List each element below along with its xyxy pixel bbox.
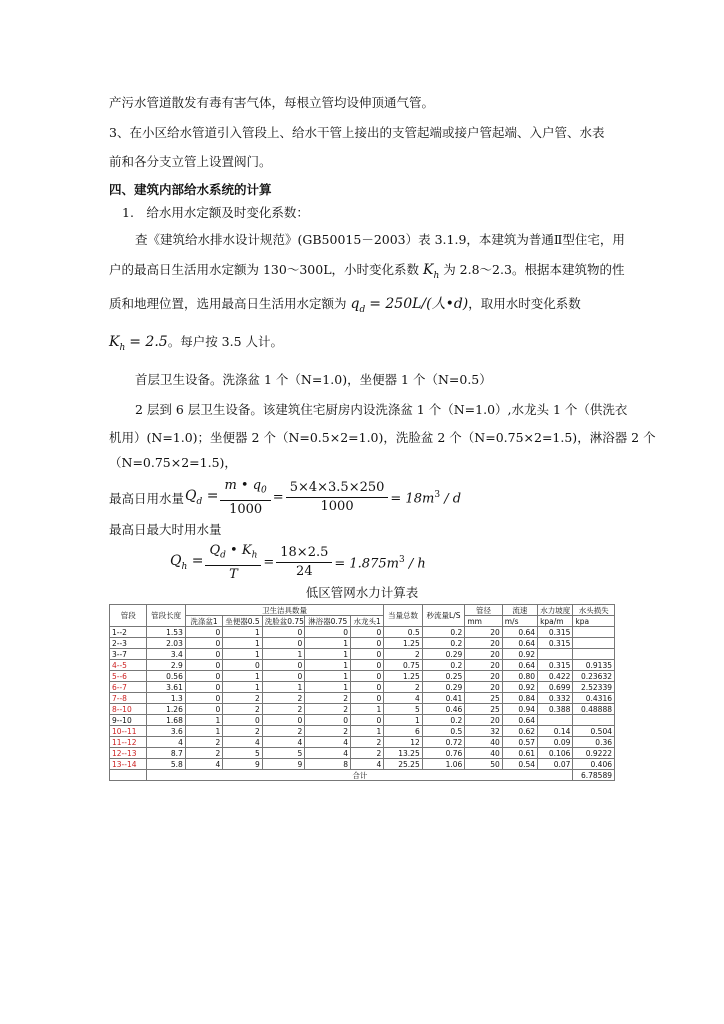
- fraction-values: [276, 545, 332, 580]
- cell-loss: 2.52339: [573, 682, 615, 693]
- table-body: [110, 627, 615, 770]
- cell-dia: 25: [465, 704, 502, 715]
- cell-segment: 9--10: [110, 715, 147, 726]
- cell-f3: 5: [262, 748, 305, 759]
- cell-eq: 6: [384, 726, 422, 737]
- fraction-denominator: 24: [296, 564, 313, 580]
- kh-equation: = 2.5: [129, 334, 168, 350]
- text-segment: 。每户按 3.5 人计。: [167, 334, 284, 349]
- cell-segment: 7--8: [110, 693, 147, 704]
- cell-f5: 0: [351, 627, 384, 638]
- cell-slope: 0.422: [538, 671, 573, 682]
- table-row: [110, 638, 615, 649]
- cell-slope: 0.14: [538, 726, 573, 737]
- cell-segment: 6--7: [110, 682, 147, 693]
- fraction-formula: $\frac{Q_d • K_h}{T}$: [205, 543, 261, 583]
- cell-f4: 1: [305, 682, 351, 693]
- header-length: 管段长度: [147, 605, 185, 627]
- cell-f5: 0: [351, 660, 384, 671]
- result-value: = 18m: [390, 490, 435, 506]
- header-fixture-basin: 洗脸盆0.75: [262, 616, 305, 627]
- cell-loss: [573, 715, 615, 726]
- cell-segment: 5--6: [110, 671, 147, 682]
- table-title: 低区管网水力计算表: [305, 585, 419, 600]
- cell-slope: [538, 649, 573, 660]
- cell-flow: 0.72: [422, 737, 465, 748]
- cell-slope: 0.106: [538, 748, 573, 759]
- cell-f3: 0: [262, 671, 305, 682]
- paragraph-valves-line1: 3、在小区给水管道引入管段上、给水干管上接出的支管起端或接户管起端、入户管、水表: [109, 125, 605, 140]
- cell-f4: 8: [305, 759, 351, 770]
- paragraph-ground-floor: 首层卫生设备。洗涤盆 1 个（N=1.0)，坐便器 1 个（N=0.5）: [135, 372, 492, 387]
- cell-len: 3.6: [147, 726, 185, 737]
- header-loss: 水头损失: [573, 605, 615, 616]
- total-label: 合计: [147, 770, 573, 781]
- header-fixture-toilet: 坐便器0.5: [223, 616, 262, 627]
- cell-flow: 0.76: [422, 748, 465, 759]
- cell-f3: 2: [262, 693, 305, 704]
- cell-vel: 0.64: [502, 660, 537, 671]
- cell-f4: 1: [305, 649, 351, 660]
- cell-f2: 1: [223, 638, 262, 649]
- cell-f1: 1: [185, 726, 222, 737]
- cell-dia: 20: [465, 638, 502, 649]
- cell-f1: 4: [185, 759, 222, 770]
- table-row: [110, 649, 615, 660]
- cell-segment: 10--11: [110, 726, 147, 737]
- cell-segment: 11--12: [110, 737, 147, 748]
- paragraph-upper-floors-line2: 机用）(N=1.0)；坐便器 2 个（N=0.5×2=1.0)，洗脸盆 2 个（N=0.75×2=1.5)，淋浴器 2 个: [109, 430, 656, 445]
- cell-f1: 0: [185, 638, 222, 649]
- cell-f2: 1: [223, 649, 262, 660]
- cell-loss: 0.504: [573, 726, 615, 737]
- cell-f1: 0: [185, 671, 222, 682]
- cell-loss: [573, 649, 615, 660]
- table-total-row: [110, 770, 615, 781]
- cell-f2: 2: [223, 726, 262, 737]
- cell-flow: 0.2: [422, 627, 465, 638]
- cell-f1: 0: [185, 704, 222, 715]
- kh-symbol: $K_h$: [422, 262, 440, 281]
- cell-f1: 0: [185, 660, 222, 671]
- cell-dia: 20: [465, 671, 502, 682]
- cell-vel: 0.84: [502, 693, 537, 704]
- cell-slope: 0.315: [538, 660, 573, 671]
- cell-dia: 32: [465, 726, 502, 737]
- table-row: [110, 693, 615, 704]
- cell-f5: 2: [351, 737, 384, 748]
- cell-f2: 1: [223, 671, 262, 682]
- text-segment: 户的最高日生活用水定额为 130～300L，小时变化系数: [109, 262, 423, 277]
- cell-f5: 0: [351, 693, 384, 704]
- cell-eq: 1.25: [384, 671, 422, 682]
- cell-f5: 2: [351, 748, 384, 759]
- paragraph-ventilation: 产污水管道散发有毒有害气体，每根立管均设伸顶通气管。: [109, 95, 435, 110]
- cell-loss: 0.4316: [573, 693, 615, 704]
- paragraph-upper-floors-line1: 2 层到 6 层卫生设备。该建筑住宅厨房内设洗涤盆 1 个（N=1.0）,水龙头 1 个（供洗衣: [135, 402, 628, 417]
- header-slope: 水力坡度: [538, 605, 573, 616]
- result-unit: / h: [408, 555, 426, 571]
- cell-f4: 4: [305, 737, 351, 748]
- cell-slope: 0.332: [538, 693, 573, 704]
- cell-eq: 2: [384, 649, 422, 660]
- cell-vel: 0.64: [502, 638, 537, 649]
- cell-eq: 4: [384, 693, 422, 704]
- cell-f5: 1: [351, 704, 384, 715]
- table-row: [110, 726, 615, 737]
- cell-eq: 5: [384, 704, 422, 715]
- cell-f1: 0: [185, 627, 222, 638]
- cell-len: 4: [147, 737, 185, 748]
- fraction-numerator: m • q: [224, 478, 262, 493]
- cell-loss: [573, 638, 615, 649]
- cell-loss: 0.9222: [573, 748, 615, 759]
- cell-vel: 0.54: [502, 759, 537, 770]
- cell-f5: 0: [351, 682, 384, 693]
- paragraph-valves-line2: 前和各分支立管上设置阀门。: [109, 154, 272, 169]
- cell-len: 0.56: [147, 671, 185, 682]
- unit-velocity: m/s: [502, 616, 537, 627]
- cell-slope: [538, 715, 573, 726]
- paragraph-quota-line4: [109, 334, 283, 356]
- table-row: [110, 627, 615, 638]
- cell-f3: 2: [262, 726, 305, 737]
- cell-dia: 20: [465, 715, 502, 726]
- cell-vel: 0.64: [502, 715, 537, 726]
- cell-dia: 40: [465, 748, 502, 759]
- cell-dia: 25: [465, 693, 502, 704]
- cell-f5: 0: [351, 671, 384, 682]
- text-segment: ，取用水时变化系数: [468, 296, 581, 311]
- cell-loss: 0.406: [573, 759, 615, 770]
- cell-f4: 1: [305, 660, 351, 671]
- cell-f1: 2: [185, 748, 222, 759]
- cell-loss: [573, 627, 615, 638]
- header-fixture-shower: 淋浴器0.75: [305, 616, 351, 627]
- cell-len: 2.03: [147, 638, 185, 649]
- header-flow: 秒流量L/S: [422, 605, 465, 627]
- cell-f2: 1: [223, 627, 262, 638]
- subsection-heading: 1. 给水用水定额及时变化系数：: [122, 205, 309, 220]
- unit-loss: kpa: [573, 616, 615, 627]
- cell-dia: 20: [465, 682, 502, 693]
- equation-daily-water: 最高日用水量 $Q_d$ = $\frac{m • q_0}{1000}$ = $\frac{5\times 4\times 3.5\times 250}{1000}$ = $18m^3$ / d: [109, 478, 462, 517]
- cell-eq: 1.25: [384, 638, 422, 649]
- cell-flow: 0.5: [422, 726, 465, 737]
- cell-len: 8.7: [147, 748, 185, 759]
- cell-eq: 2: [384, 682, 422, 693]
- qd-result: = $18m^3$ / d: [390, 489, 462, 506]
- table-row: [110, 748, 615, 759]
- cell-eq: 25.25: [384, 759, 422, 770]
- cell-f4: 0: [305, 627, 351, 638]
- cell-f3: 1: [262, 682, 305, 693]
- header-diameter: 管径: [465, 605, 502, 616]
- cell-f3: 0: [262, 660, 305, 671]
- cell-flow: 0.2: [422, 715, 465, 726]
- cell-vel: 0.64: [502, 627, 537, 638]
- cell-vel: 0.80: [502, 671, 537, 682]
- cell-f3: 9: [262, 759, 305, 770]
- cell-segment: 2--3: [110, 638, 147, 649]
- cell-flow: 0.25: [422, 671, 465, 682]
- cell-segment: 3--7: [110, 649, 147, 660]
- cell-segment: 12--13: [110, 748, 147, 759]
- qh-lhs: $Q_h$ =: [170, 553, 204, 573]
- cell-vel: 0.62: [502, 726, 537, 737]
- cell-loss: 0.23632: [573, 671, 615, 682]
- cell-f5: 0: [351, 715, 384, 726]
- paragraph-quota-line2: [109, 262, 624, 284]
- cell-vel: 0.61: [502, 748, 537, 759]
- table-row: [110, 671, 615, 682]
- cell-f3: 2: [262, 704, 305, 715]
- fraction-values: [286, 480, 389, 515]
- cell-len: 5.8: [147, 759, 185, 770]
- text-segment: 质和地理位置，选用最高日生活用水定额为: [109, 296, 351, 311]
- cell-f4: 0: [305, 715, 351, 726]
- cell-f4: 2: [305, 704, 351, 715]
- fraction-numerator: 18×2.5: [276, 545, 332, 563]
- qh-result: = $1.875m^3$ / h: [334, 554, 426, 571]
- text-segment: 为 2.8～2.3。根据本建筑物的性: [439, 262, 625, 277]
- cell-len: 1.3: [147, 693, 185, 704]
- cell-f3: 4: [262, 737, 305, 748]
- cell-dia: 20: [465, 649, 502, 660]
- table-row: [110, 715, 615, 726]
- cell-dia: 20: [465, 660, 502, 671]
- cell-f1: 0: [185, 682, 222, 693]
- qd-symbol: $q_d$: [350, 296, 366, 315]
- cell-eq: 0.5: [384, 627, 422, 638]
- cell-segment: 1--2: [110, 627, 147, 638]
- fraction-denominator: T: [229, 566, 238, 582]
- cell-segment: 8--10: [110, 704, 147, 715]
- fraction-formula: $\frac{m • q_0}{1000}$: [220, 478, 270, 518]
- cell-dia: 40: [465, 737, 502, 748]
- cell-f5: 1: [351, 726, 384, 737]
- cell-flow: 0.2: [422, 638, 465, 649]
- table-row: [110, 737, 615, 748]
- cell-flow: 0.46: [422, 704, 465, 715]
- header-segment: 管段: [110, 605, 147, 627]
- cell-f3: 0: [262, 715, 305, 726]
- fraction-denominator: 1000: [229, 501, 263, 517]
- cell-segment: 4--5: [110, 660, 147, 671]
- header-fixtures: 卫生洁具数量: [185, 605, 383, 616]
- cell-flow: 0.29: [422, 649, 465, 660]
- cell-slope: 0.315: [538, 638, 573, 649]
- cell-slope: 0.315: [538, 627, 573, 638]
- cell-f2: 0: [223, 715, 262, 726]
- cell-loss: 0.48888: [573, 704, 615, 715]
- cell-f5: 0: [351, 649, 384, 660]
- cell-vel: 0.94: [502, 704, 537, 715]
- cell-flow: 0.2: [422, 660, 465, 671]
- cell-f5: 0: [351, 638, 384, 649]
- qd-lhs: $Q_d$ =: [185, 488, 219, 508]
- cell-vel: 0.57: [502, 737, 537, 748]
- cell-eq: 0.75: [384, 660, 422, 671]
- header-velocity: 流速: [502, 605, 537, 616]
- cell-len: 2.9: [147, 660, 185, 671]
- cell-slope: 0.699: [538, 682, 573, 693]
- cell-loss: 0.36: [573, 737, 615, 748]
- cell-f1: 0: [185, 693, 222, 704]
- cell-f2: 4: [223, 737, 262, 748]
- cell-eq: 1: [384, 715, 422, 726]
- fraction-numerator: Q: [209, 543, 221, 558]
- cell-vel: 0.92: [502, 649, 537, 660]
- cell-f1: 0: [185, 649, 222, 660]
- equation-label: 最高日用水量: [109, 490, 185, 506]
- cell-f1: 1: [185, 715, 222, 726]
- cell-f2: 2: [223, 693, 262, 704]
- cell-slope: 0.09: [538, 737, 573, 748]
- section-heading: 四、建筑内部给水系统的计算: [109, 182, 272, 197]
- cell-f4: 2: [305, 726, 351, 737]
- header-fixture-tap: 水龙头1: [351, 616, 384, 627]
- cell-slope: 0.388: [538, 704, 573, 715]
- cell-len: 1.26: [147, 704, 185, 715]
- cell-eq: 13.25: [384, 748, 422, 759]
- cell-f4: 4: [305, 748, 351, 759]
- cell-len: 3.4: [147, 649, 185, 660]
- hydraulic-calc-table: [109, 604, 615, 781]
- cell-flow: 1.06: [422, 759, 465, 770]
- cell-f4: 1: [305, 638, 351, 649]
- cell-f5: 4: [351, 759, 384, 770]
- total-value: 6.78589: [573, 770, 615, 781]
- cell-f3: 0: [262, 627, 305, 638]
- table-row: [110, 682, 615, 693]
- cell-slope: 0.07: [538, 759, 573, 770]
- cell-f3: 1: [262, 649, 305, 660]
- equation-label-hourly: 最高日最大时用水量: [109, 522, 222, 537]
- cell-len: 1.53: [147, 627, 185, 638]
- cell-f1: 2: [185, 737, 222, 748]
- paragraph-quota-line1: 查《建筑给水排水设计规范》(GB50015－2003）表 3.1.9，本建筑为普通Ⅱ型住宅，用: [135, 232, 625, 247]
- result-unit: / d: [444, 490, 462, 506]
- header-fixture-sink: 洗涤盆1: [185, 616, 222, 627]
- cell-f3: 0: [262, 638, 305, 649]
- header-equivalent: 当量总数: [384, 605, 422, 627]
- result-value: = 1.875m: [334, 555, 399, 571]
- cell-f2: 2: [223, 704, 262, 715]
- cell-dia: 50: [465, 759, 502, 770]
- paragraph-quota-line3: [109, 296, 581, 318]
- table-row: [110, 704, 615, 715]
- cell-len: 3.61: [147, 682, 185, 693]
- cell-f2: 5: [223, 748, 262, 759]
- cell-flow: 0.29: [422, 682, 465, 693]
- cell-loss: 0.9135: [573, 660, 615, 671]
- cell-segment: 13--14: [110, 759, 147, 770]
- table-row: [110, 759, 615, 770]
- cell-f2: 1: [223, 682, 262, 693]
- fraction-numerator: 5×4×3.5×250: [286, 480, 389, 498]
- table-row: [110, 660, 615, 671]
- cell-f4: 1: [305, 671, 351, 682]
- cell-f4: 2: [305, 693, 351, 704]
- paragraph-upper-floors-line3: （N=0.75×2=1.5)，: [109, 455, 237, 470]
- cell-len: 1.68: [147, 715, 185, 726]
- kh-symbol: $K_h$: [109, 334, 126, 353]
- cell-dia: 20: [465, 627, 502, 638]
- cell-f2: 0: [223, 660, 262, 671]
- cell-flow: 0.41: [422, 693, 465, 704]
- cell-eq: 12: [384, 737, 422, 748]
- cell-f2: 9: [223, 759, 262, 770]
- equation-hourly-water: $Q_h$ = $\frac{Q_d • K_h}{T}$ = $\frac{18\times 2.5}{24}$ = $1.875m^3$ / h: [170, 543, 426, 582]
- fraction-denominator: 1000: [320, 499, 354, 515]
- unit-diameter: mm: [465, 616, 502, 627]
- qd-equation: = 250L/(人•d): [369, 296, 469, 312]
- cell-vel: 0.92: [502, 682, 537, 693]
- unit-slope: kpa/m: [538, 616, 573, 627]
